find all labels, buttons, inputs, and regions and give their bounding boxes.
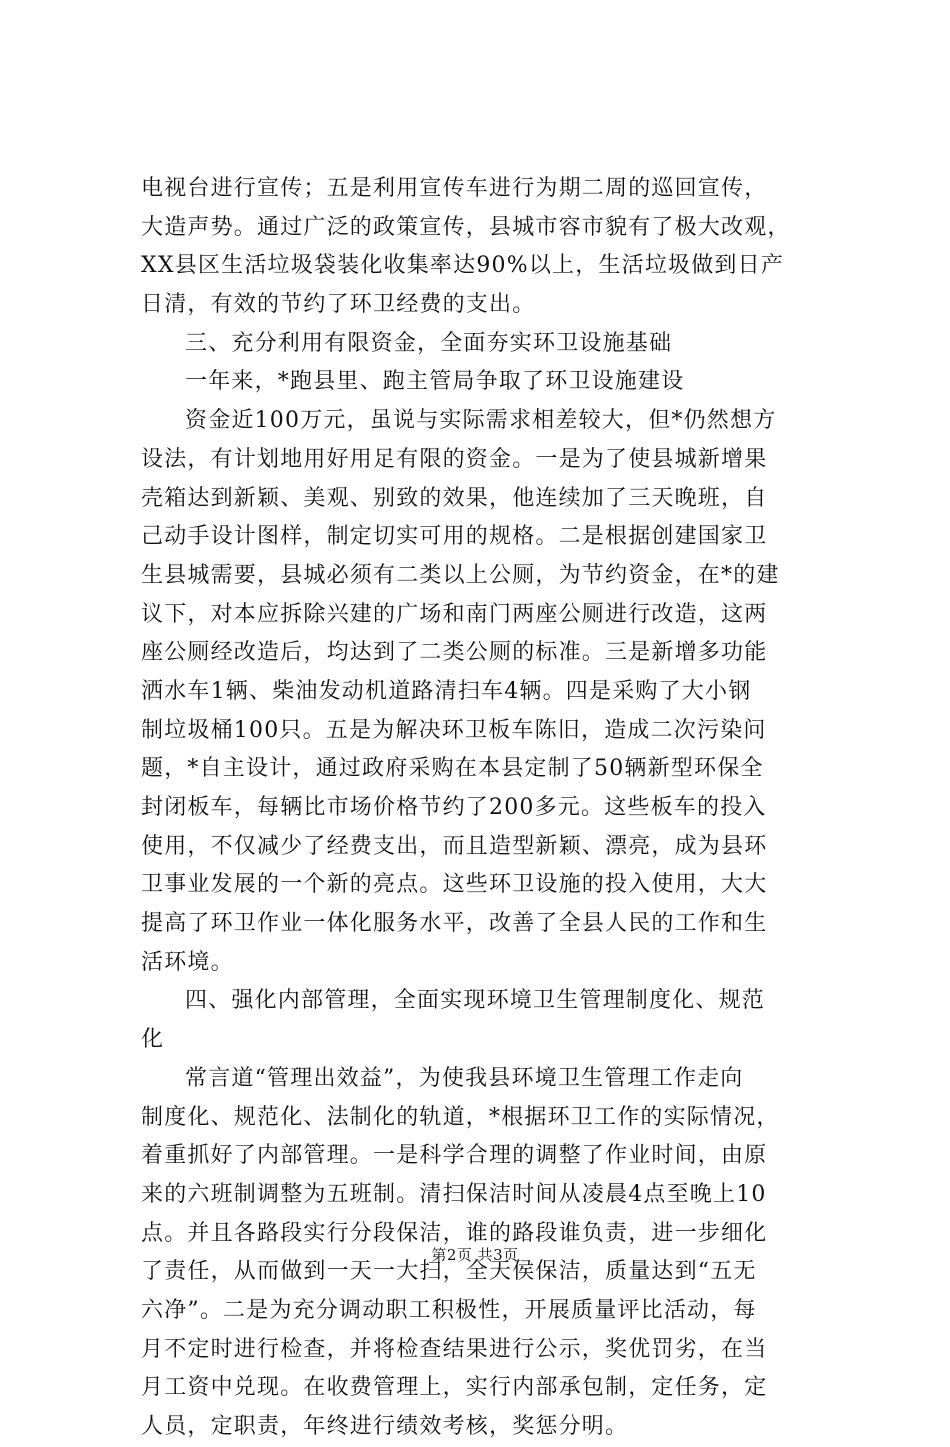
text-line: 人员，定职责，年终进行绩效考核，奖惩分明。	[141, 1414, 629, 1439]
text-line: 座公厕经改造后，均达到了二类公厕的标准。三是新增多功能	[141, 640, 768, 666]
text-line: 来的六班制调整为五班制。清扫保洁时间从凌晨4点至晚上10	[141, 1181, 767, 1207]
text-line: 生县城需要，县城必须有二类以上公厕，为节约资金，在*的建	[141, 562, 780, 588]
text-line: 一年来，*跑县里、跑主管局争取了环卫设施建设	[185, 369, 685, 395]
text-line: 常言道“管理出效益”，为使我县环境卫生管理工作走向	[185, 1065, 744, 1091]
text-line: 六净”。二是为充分调动职工积极性，开展质量评比活动，每	[141, 1297, 757, 1323]
text-line: 壳箱达到新颖、美观、别致的效果，他连续加了三天晚班，自	[141, 485, 768, 511]
text-line: 题，*自主设计，通过政府采购在本县定制了50辆新型环保全	[141, 756, 764, 782]
text-line: XX县区生活垃圾袋装化收集率达90%以上，生活垃圾做到日产	[141, 253, 785, 279]
text-line: 卫事业发展的一个新的亮点。这些环卫设施的投入使用，大大	[141, 872, 768, 898]
text-line: 议下，对本应拆除兴建的广场和南门两座公厕进行改造，这两	[141, 601, 768, 627]
text-line: 使用，不仅减少了经费支出，而且造型新颖、漂亮，成为县环	[141, 833, 768, 859]
text-line: 四、强化内部管理，全面实现环境卫生管理制度化、规范	[185, 988, 766, 1014]
text-line: 电视台进行宣传；五是利用宣传车进行为期二周的巡回宣传，	[141, 176, 768, 201]
text-line: 月不定时进行检查，并将检查结果进行公示，奖优罚劣，在当	[141, 1336, 768, 1362]
text-line: 设法，有计划地用好用足有限的资金。一是为了使县城新增果	[141, 446, 768, 472]
text-line: 大造声势。通过广泛的政策宣传，县城市容市貌有了极大改观，	[141, 214, 791, 240]
text-line: 着重抓好了内部管理。一是科学合理的调整了作业时间，由原	[141, 1143, 768, 1169]
text-line: 化	[141, 1027, 165, 1053]
text-line: 活环境。	[141, 949, 234, 975]
text-line: 了责任，从而做到一天一大扫，全天侯保洁，质量达到“五无	[141, 1259, 757, 1285]
text-line: 三、充分利用有限资金，全面夯实环卫设施基础	[185, 330, 673, 356]
text-line: 点。并且各路段实行分段保洁，谁的路段谁负责，进一步细化	[141, 1220, 768, 1246]
text-line: 资金近100万元，虽说与实际需求相差较大，但*仍然想方	[185, 408, 777, 434]
page-footer: 第2页 共3页	[431, 1246, 519, 1264]
text-line: 封闭板车，每辆比市场价格节约了200多元。这些板车的投入	[141, 795, 767, 820]
text-line: 制垃圾桶100只。五是为解决环卫板车陈旧，造成二次污染问	[141, 717, 767, 743]
text-line: 提高了环卫作业一体化服务水平，改善了全县人民的工作和生	[141, 911, 768, 937]
text-line: 制度化、规范化、法制化的轨道，*根据环卫工作的实际情况，	[141, 1104, 780, 1130]
text-line: 己动手设计图样，制定切实可用的规格。二是根据创建国家卫	[141, 524, 768, 550]
text-line: 日清，有效的节约了环卫经费的支出。	[141, 292, 536, 318]
text-line: 洒水车1辆、柴油发动机道路清扫车4辆。四是采购了大小钢	[141, 678, 752, 704]
text-line: 月工资中兑现。在收费管理上，实行内部承包制，定任务，定	[141, 1375, 768, 1401]
